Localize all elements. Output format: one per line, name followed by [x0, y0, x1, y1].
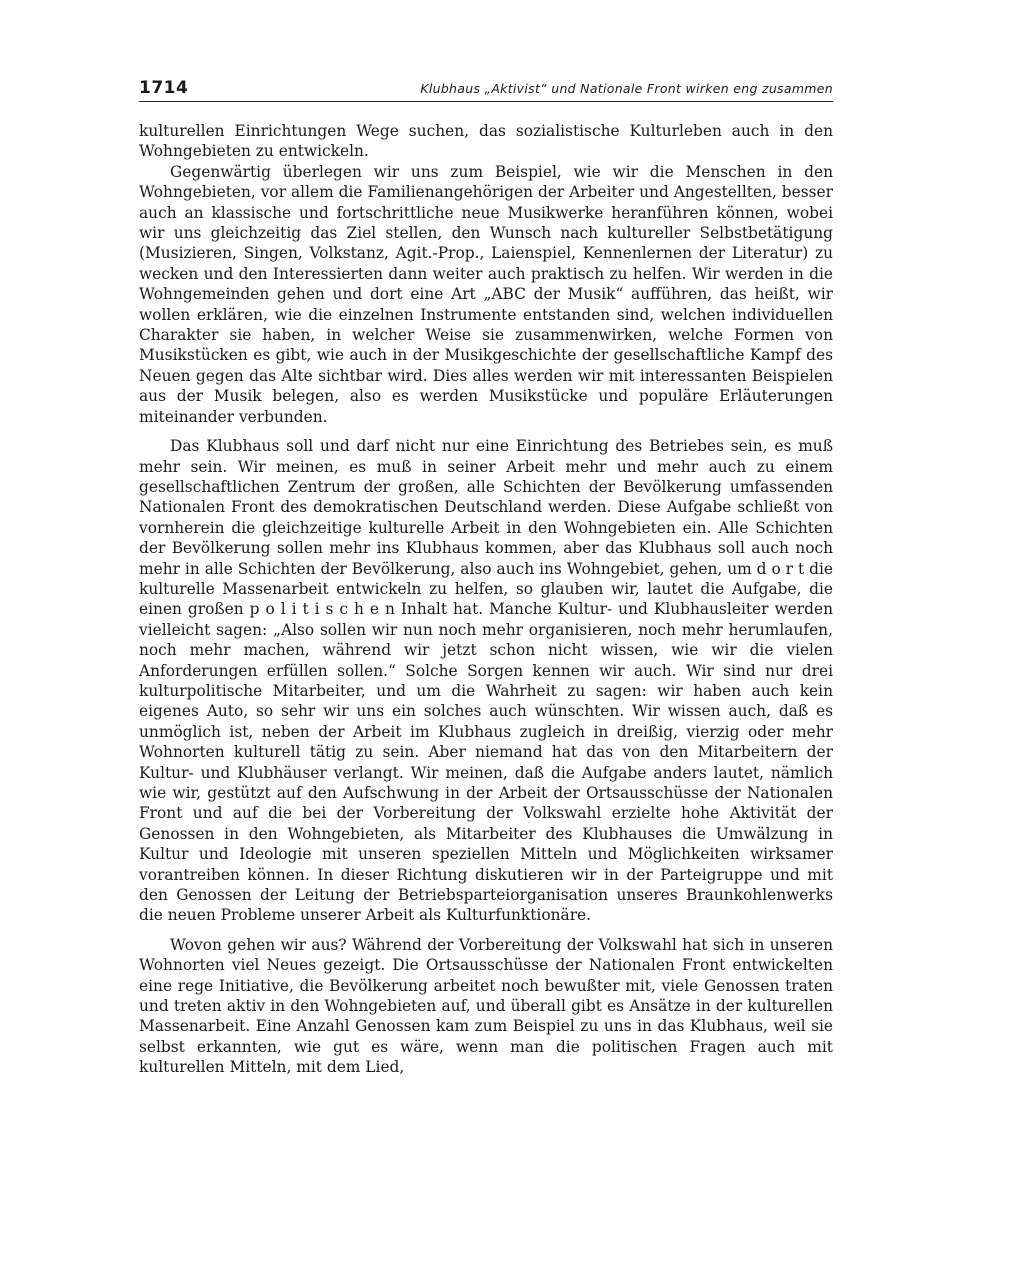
- page-number: 1714: [139, 78, 189, 98]
- body-text: [139, 121, 833, 1078]
- paragraph: Das Klubhaus soll und darf nicht nur eine Einrichtung des Betriebes sein, es muß mehr sein. Wir meinen, es muß in seiner Arbeit mehr und mehr auch zu einem gesellschaftlichen Zentrum der großen, alle Schichten der Bevölkerung umfassenden Nationalen Front des demokratischen Deutschland werden. Diese Aufgabe schließt von vornherein die gleichzeitige kulturelle Arbeit in den Wohngebieten ein. Alle Schichten der Bevölkerung sollen mehr ins Klubhaus kommen, aber das Klubhaus soll auch noch mehr in alle Schichten der Bevölkerung, also auch ins Wohngebiet, gehen, um d o r t die kulturelle Massenarbeit entwickeln zu helfen, so glauben wir, lautet die Aufgabe, die einen großen p o l i t i s c h e n Inhalt hat. Manche Kultur- und Klubhausleiter werden vielleicht sagen: „Also sollen wir nun noch mehr organisieren, noch mehr herumlaufen, noch mehr machen, während wir jetzt schon nicht wissen, wie wir die vielen Anforderungen erfüllen sollen.“ Solche Sorgen kennen wir auch. Wir sind nur drei kulturpolitische Mitarbeiter, und um die Wahrheit zu sagen: wir haben auch kein eigenes Auto, so sehr wir uns ein solches auch wünschten. Wir wissen auch, daß es unmöglich ist, neben der Arbeit im Klubhaus zugleich in dreißig, vierzig oder mehr Wohnorten kulturell tätig zu sein. Aber niemand hat das von den Mitarbeitern der Kultur- und Klubhäuser verlangt. Wir meinen, daß die Aufgabe anders lautet, nämlich wie wir, gestützt auf den Aufschwung in der Arbeit der Ortsausschüsse der Nationalen Front und auf die bei der Vorbereitung der Volkswahl erzielte hohe Aktivität der Genossen in den Wohngebieten, als Mitarbeiter des Klubhauses die Umwälzung in Kultur und Ideologie mit unseren speziellen Mitteln und Möglichkeiten wirksamer vorantreiben können. In dieser Richtung diskutieren wir in der Parteigruppe und mit den Genossen der Leitung der Betriebsparteiorganisation unseres Braunkohlenwerks die neuen Probleme unserer Arbeit als Kulturfunktionäre.: [139, 437, 833, 925]
- running-head: Klubhaus „Aktivist“ und Nationale Front wirken eng zusammen: [420, 81, 833, 96]
- document-page: [139, 78, 833, 1078]
- page-header: [139, 78, 833, 102]
- paragraph: Gegenwärtig überlegen wir uns zum Beispiel, wie wir die Menschen in den Wohngebieten, vor allem die Familienangehörigen der Arbeiter und Angestellten, besser auch an klassische und fortschrittliche neue Musikwerke heranführen können, wobei wir uns gleichzeitig das Ziel stellen, den Wunsch nach kultureller Selbstbetätigung (Musizieren, Singen, Volkstanz, Agit.-Prop., Laienspiel, Kennenlernen der Literatur) zu wecken und den Interessierten dann weiter auch praktisch zu helfen. Wir werden in die Wohngemeinden gehen und dort eine Art „ABC der Musik“ aufführen, das heißt, wir wollen erklären, wie die einzelnen Instrumente entstanden sind, welchen individuellen Charakter sie haben, in welcher Weise sie zusammenwirken, welche Formen von Musikstücken es gibt, wie auch in der Musikgeschichte der gesellschaftliche Kampf des Neuen gegen das Alte sichtbar wird. Dies alles werden wir mit interessanten Beispielen aus der Musik belegen, also es werden Musikstücke und populäre Erläuterungen miteinander verbunden.: [139, 162, 833, 426]
- paragraph: Wovon gehen wir aus? Während der Vorbereitung der Volkswahl hat sich in unseren Wohnorten viel Neues gezeigt. Die Ortsausschüsse der Nationalen Front entwickelten eine rege Initiative, die Bevölkerung arbeitet noch bewußter mit, viele Genossen traten und treten aktiv in den Wohngebieten auf, und überall gibt es Ansätze in der kulturellen Massenarbeit. Eine Anzahl Genossen kam zum Beispiel zu uns in das Klubhaus, weil sie selbst erkannten, wie gut es wäre, wenn man die politischen Fragen auch mit kulturellen Mitteln, mit dem Lied,: [139, 935, 833, 1077]
- paragraph-continuation: kulturellen Einrichtungen Wege suchen, das sozialistische Kulturleben auch in den Wohngebieten zu entwickeln.: [139, 122, 833, 161]
